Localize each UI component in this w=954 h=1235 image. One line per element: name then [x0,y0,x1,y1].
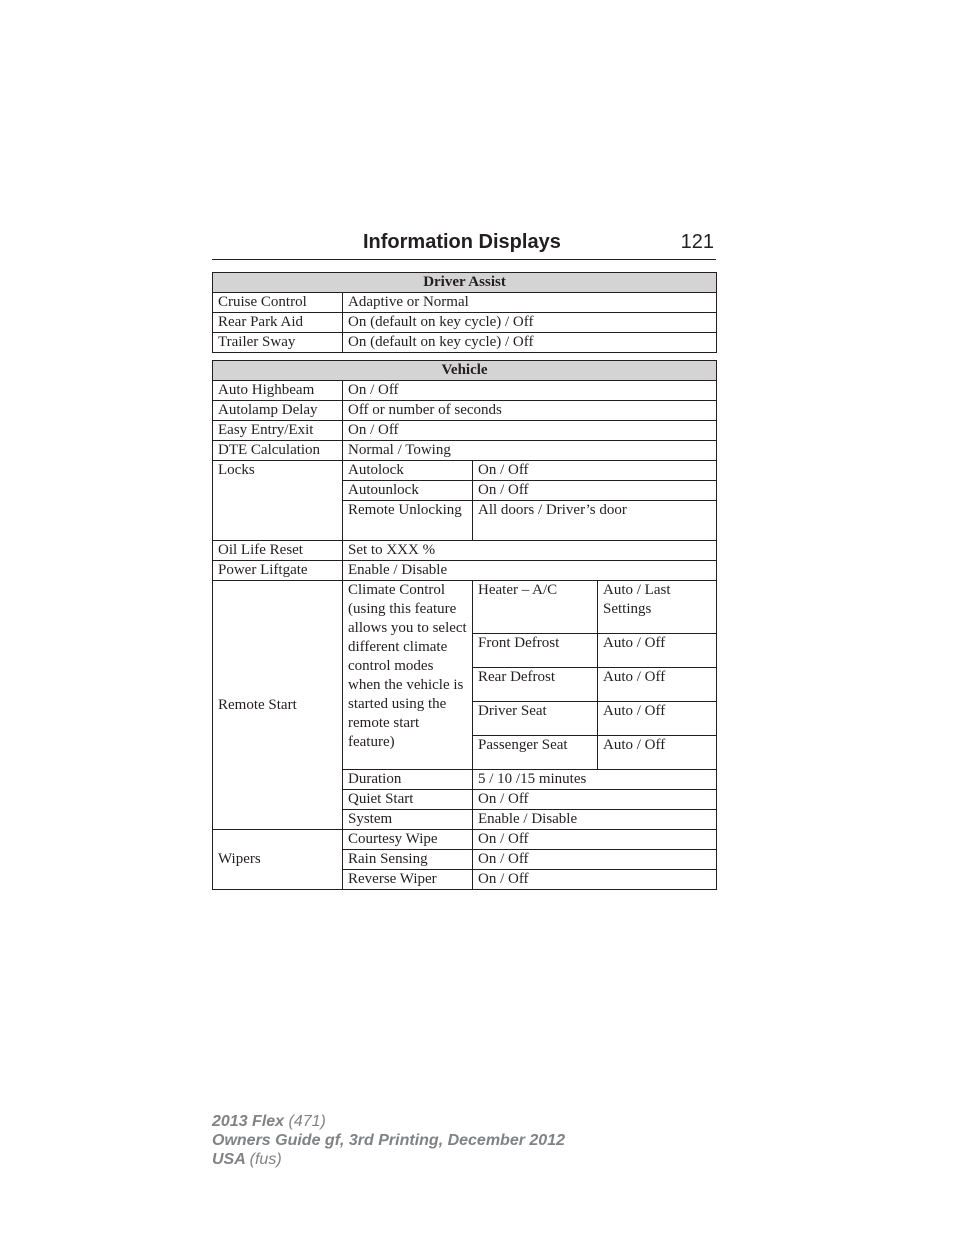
option-name: Climate Control (using this feature allows you to select different climate control modes when the vehicle is started using the remote start feature) [343,581,473,770]
table-row [213,381,717,401]
setting-value: On / Off [343,421,717,441]
page-footer [212,1112,565,1169]
setting-name: Autolamp Delay [213,401,343,421]
table-row [213,461,717,481]
option-value: 5 / 10 /15 minutes [473,770,717,790]
setting-name: DTE Calculation [213,441,343,461]
setting-value: Adaptive or Normal [343,293,717,313]
option-name: Rear Defrost [473,668,598,702]
option-name: Quiet Start [343,790,473,810]
table-row [213,333,717,353]
option-value: On / Off [473,870,717,890]
option-value: Auto / Off [598,702,717,736]
footer-region-line [212,1150,565,1169]
option-value: Auto / Last Settings [598,581,717,634]
vehicle-table [212,360,717,890]
footer-region: USA [212,1151,246,1168]
table-row [213,421,717,441]
footer-model-code: (471) [288,1113,326,1130]
table-row [213,541,717,561]
table-row [213,273,717,293]
table-row [213,293,717,313]
setting-value: On / Off [343,381,717,401]
option-name: Heater – A/C [473,581,598,634]
option-value: Enable / Disable [473,810,717,830]
option-value: On / Off [473,461,717,481]
option-name: Reverse Wiper [343,870,473,890]
option-name: Courtesy Wipe [343,830,473,850]
footer-model: 2013 Flex [212,1113,285,1130]
table-row [213,441,717,461]
setting-value: Enable / Disable [343,561,717,581]
section-heading: Driver Assist [213,273,717,293]
table-row [213,361,717,381]
setting-name: Oil Life Reset [213,541,343,561]
setting-value: Normal / Towing [343,441,717,461]
page-title: Information Displays [363,231,561,253]
setting-value: On (default on key cycle) / Off [343,333,717,353]
table-row [213,581,717,634]
option-value: On / Off [473,481,717,501]
option-name: Duration [343,770,473,790]
option-value: Auto / Off [598,668,717,702]
section-heading: Vehicle [213,361,717,381]
setting-name: Auto Highbeam [213,381,343,401]
setting-name: Wipers [213,830,343,890]
footer-region-code: (fus) [249,1151,282,1168]
setting-name: Easy Entry/Exit [213,421,343,441]
page-number: 121 [680,231,714,253]
option-value: Auto / Off [598,736,717,770]
table-row [213,401,717,421]
setting-name: Power Liftgate [213,561,343,581]
option-value: Auto / Off [598,634,717,668]
option-name: Autolock [343,461,473,481]
option-value: On / Off [473,790,717,810]
footer-model-line [212,1112,565,1131]
setting-name: Cruise Control [213,293,343,313]
footer-guide: Owners Guide gf, 3rd Printing, December 2012 [212,1132,565,1149]
option-value: On / Off [473,830,717,850]
setting-name: Remote Start [213,581,343,830]
setting-name: Trailer Sway [213,333,343,353]
option-name: System [343,810,473,830]
option-name: Front Defrost [473,634,598,668]
page-header [212,229,716,260]
option-name: Passenger Seat [473,736,598,770]
setting-name: Locks [213,461,343,541]
setting-value: Off or number of seconds [343,401,717,421]
option-value: All doors / Driver’s door [473,501,717,541]
table-row [213,830,717,850]
table-row [213,313,717,333]
option-name: Remote Unlocking [343,501,473,541]
setting-value: On (default on key cycle) / Off [343,313,717,333]
option-value: On / Off [473,850,717,870]
driver-assist-table [212,272,717,353]
table-row [213,561,717,581]
option-name: Rain Sensing [343,850,473,870]
setting-value: Set to XXX % [343,541,717,561]
setting-name: Rear Park Aid [213,313,343,333]
option-name: Autounlock [343,481,473,501]
option-name: Driver Seat [473,702,598,736]
